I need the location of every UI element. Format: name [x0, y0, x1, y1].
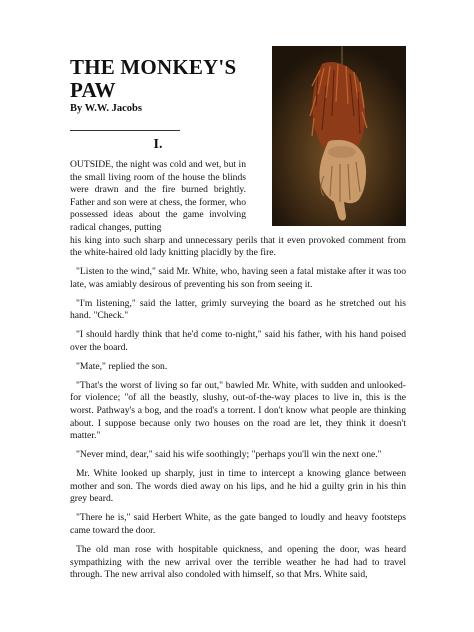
chapter-heading: I. — [153, 137, 163, 152]
paragraph-4: "I should hardly think that he'd come to-night," said his father, with his hand poised over the board. — [70, 329, 406, 353]
paragraph-10: The old man rose with hospitable quickness, and opening the door, was heard sympathizing with the new arrival over the terrible weather he had had to travel through. The new arrival also condoled with himself, so that Mrs. White said, — [70, 543, 406, 581]
paragraph-6: "That's the worst of living so far out," bawled Mr. White, with sudden and unlooked-for violence; "of all the beastly, slushy, out-of-the-way places to live in, this is the worst. Pathway's a bog, and the road's a torrent. I don't know what people are thinking about. I suppose because only two houses on the road are let, they think it doesn't matter." — [70, 379, 406, 442]
title-divider — [70, 130, 180, 131]
paragraph-1-continued: his king into such sharp and unnecessary perils that it even provoked comment from the white-haired old lady knitting placidly by the fire. — [70, 234, 406, 259]
paragraph-1-opening: OUTSIDE, the night was cold and wet, but in the small living room of the house the blinds were drawn and the fire burned brightly. Father and son were at chess, the former, who possessed ideas about the game involving radical changes, putting — [70, 159, 246, 233]
author-byline: By W.W. Jacobs — [70, 103, 142, 114]
paragraph-9: "There he is," said Herbert White, as the gate banged to loudly and heavy footsteps came toward the door. — [70, 512, 406, 536]
paragraph-7: "Never mind, dear," said his wife soothingly; "perhaps you'll win the next one." — [76, 449, 382, 461]
story-title: THE MONKEY'S PAW — [70, 55, 237, 102]
story-body — [70, 159, 406, 588]
paragraph-5: "Mate," replied the son. — [76, 360, 168, 372]
paragraph-3: "I'm listening," said the latter, grimly surveying the board as he stretched out his hand. "Check." — [70, 297, 406, 322]
paragraph-2: "Listen to the wind," said Mr. White, who, having seen a fatal mistake after it was too late, was amiably desirous of preventing his son from seeing it. — [70, 266, 406, 290]
paragraph-8: Mr. White looked up sharply, just in time to intercept a knowing glance between mother and son. The words died away on his lips, and he hid a guilty grin in his thin grey beard. — [70, 468, 406, 505]
